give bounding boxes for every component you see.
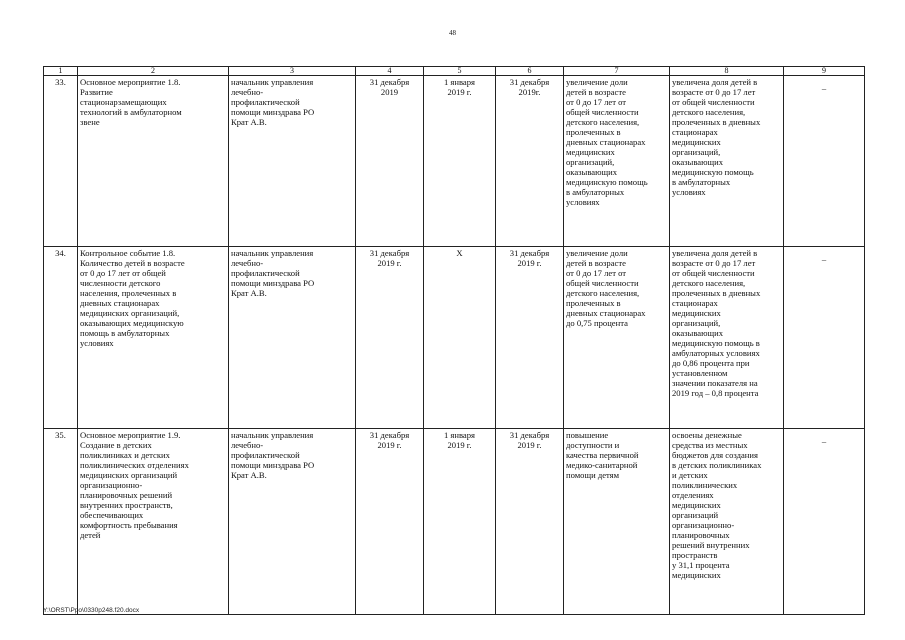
table-row bbox=[44, 247, 865, 429]
table-row bbox=[44, 76, 865, 247]
deadline-date: 31 декабря 2019 г. bbox=[356, 429, 424, 615]
column-number: 9 bbox=[784, 67, 865, 76]
responsible-person: начальник управления лечебно- профилактической помощи минздрава РО Крат А.В. bbox=[229, 247, 356, 429]
start-date: Х bbox=[424, 247, 496, 429]
expected-result: повышение доступности и качества первичной медико-санитарной помощи детям bbox=[564, 429, 670, 615]
row-number: 33. bbox=[44, 76, 78, 247]
column-number: 3 bbox=[229, 67, 356, 76]
column-number: 1 bbox=[44, 67, 78, 76]
column-number: 5 bbox=[424, 67, 496, 76]
event-name: Контрольное событие 1.8. Количество детей в возрасте от 0 до 17 лет от общей численности детского населения, пролеченных в дневных стационарах медицинских организаций, оказывающих медицинскую помощь в амбулаторных условиях bbox=[78, 247, 229, 429]
responsible-person: начальник управления лечебно- профилактической помощи минздрава РО Крат А.В. bbox=[229, 76, 356, 247]
column-number: 4 bbox=[356, 67, 424, 76]
end-date: 31 декабря 2019 г. bbox=[496, 429, 564, 615]
actual-result: увеличена доля детей в возрасте от 0 до 17 лет от общей численности детского населения, пролеченных в дневных стационарах медицинских организаций, оказывающих медицинскую помощь в амбулаторных условиях bbox=[670, 76, 784, 247]
row-number: 34. bbox=[44, 247, 78, 429]
end-date: 31 декабря 2019г. bbox=[496, 76, 564, 247]
table-row bbox=[44, 429, 865, 615]
column-number: 2 bbox=[78, 67, 229, 76]
start-date: 1 января 2019 г. bbox=[424, 429, 496, 615]
actual-result: увеличена доля детей в возрасте от 0 до 17 лет от общей численности детского населения, пролеченных в дневных стационарах медицинских организаций, оказывающих медицинскую помощь в амбулаторных условиях до 0,86 процента при установленном значении показателя на 2019 год – 0,8 процента bbox=[670, 247, 784, 429]
column-number: 7 bbox=[564, 67, 670, 76]
event-name: Основное мероприятие 1.9. Создание в детских поликлиниках и детских поликлинических отделениях медицинских организаций организационно- планировочных решений внутренних пространств, обеспечивающих комфортность пребывания детей bbox=[78, 429, 229, 615]
responsible-person: начальник управления лечебно- профилактической помощи минздрава РО Крат А.В. bbox=[229, 429, 356, 615]
expected-result: увеличение доли детей в возрасте от 0 до 17 лет от общей численности детского населения, пролеченных в дневных стационарах медицинских организаций, оказывающих медицинскую помощь в амбулаторных условиях bbox=[564, 76, 670, 247]
end-date: 31 декабря 2019 г. bbox=[496, 247, 564, 429]
issues-dash: – bbox=[821, 254, 827, 264]
deadline-date: 31 декабря 2019 bbox=[356, 76, 424, 247]
issues-dash: – bbox=[821, 83, 827, 93]
actual-result: освоены денежные средства из местных бюджетов для создания в детских поликлиниках и детских поликлинических отделениях медицинских организаций организационно- планировочных решений внутренних пространств у 31,1 процента медицинских bbox=[670, 429, 784, 615]
column-number: 8 bbox=[670, 67, 784, 76]
expected-result: увеличение доли детей в возрасте от 0 до 17 лет от общей численности детского населения, пролеченных в дневных стационарах до 0,75 процента bbox=[564, 247, 670, 429]
event-name: Основное мероприятие 1.8. Развитие стационарзамещающих технологий в амбулаторном звене bbox=[78, 76, 229, 247]
deadline-date: 31 декабря 2019 г. bbox=[356, 247, 424, 429]
program-events-table bbox=[43, 66, 865, 615]
file-path-footer: Y:\ORST\Ppo\0330p248.f20.docx bbox=[43, 607, 140, 614]
column-number-row bbox=[44, 67, 865, 76]
row-number: 35. bbox=[44, 429, 78, 615]
page-number: 48 bbox=[449, 29, 456, 37]
column-number: 6 bbox=[496, 67, 564, 76]
start-date: 1 января 2019 г. bbox=[424, 76, 496, 247]
issues-dash: – bbox=[821, 436, 827, 446]
